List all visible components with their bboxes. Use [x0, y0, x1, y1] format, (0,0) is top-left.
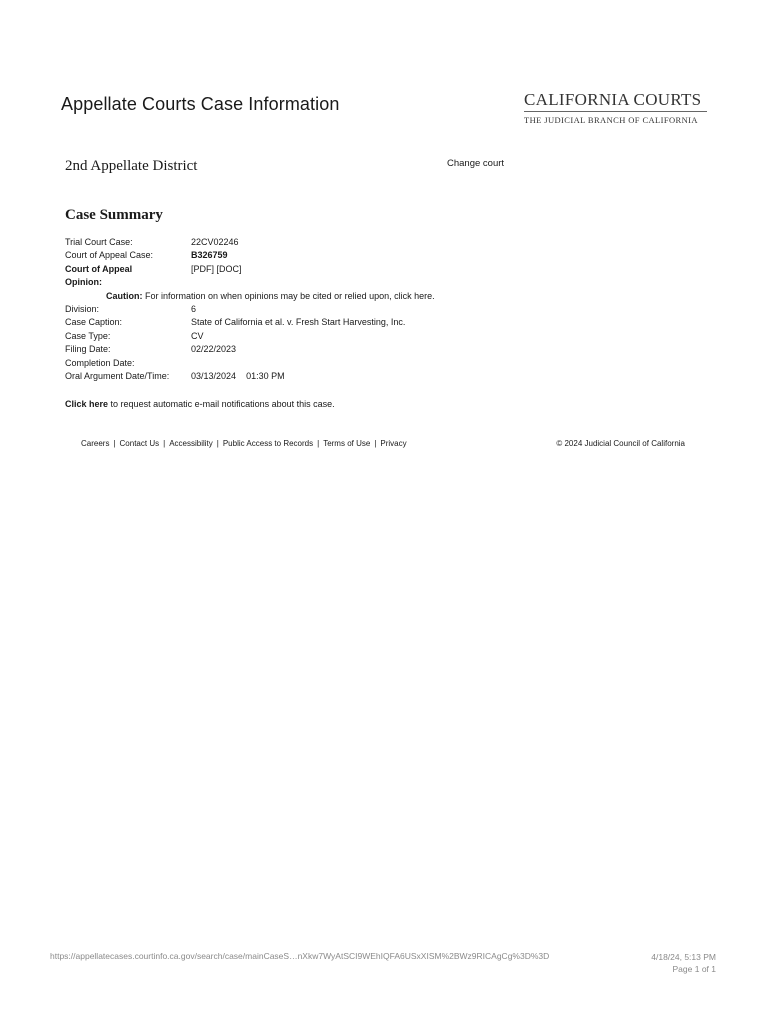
- case-caption-row: [65, 316, 435, 329]
- logo-name: CALIFORNIA COURTS: [524, 90, 702, 109]
- oral-argument-time: 01:30 PM: [246, 370, 285, 381]
- caution-label: Caution:: [106, 290, 143, 301]
- filing-date-label: Filing Date:: [65, 344, 111, 355]
- california-courts-logo[interactable]: [524, 90, 708, 125]
- opinion-row: [65, 263, 435, 276]
- change-court-link[interactable]: Change court: [447, 158, 505, 169]
- court-of-appeal-case-row: [65, 249, 435, 262]
- opinion-pdf-link[interactable]: [PDF]: [191, 263, 215, 274]
- court-of-appeal-case-value: B326759: [191, 250, 228, 261]
- print-url: https://appellatecases.courtinfo.ca.gov/search/case/mainCaseS…nXkw7WyAtSCI9WEhIQFA6USxXISM%2BWz9RICAgCg%3D%3D: [50, 951, 550, 961]
- print-meta: [651, 951, 716, 975]
- division-row: [65, 303, 435, 316]
- footer-link-careers[interactable]: Careers: [81, 439, 110, 448]
- footer-separator: |: [113, 439, 116, 448]
- footer-link-terms[interactable]: Terms of Use: [323, 439, 371, 448]
- print-page-number: Page 1 of 1: [672, 964, 716, 974]
- footer: [81, 439, 685, 448]
- case-summary-heading: Case Summary: [65, 207, 163, 223]
- footer-separator: |: [216, 439, 219, 448]
- footer-separator: |: [374, 439, 377, 448]
- copyright: © 2024 Judicial Council of California: [556, 439, 685, 448]
- filing-date-row: [65, 343, 435, 356]
- trial-court-case-row: [65, 236, 435, 249]
- filing-date-value: 02/22/2023: [191, 344, 237, 355]
- email-notification: [65, 399, 335, 409]
- trial-court-case-label: Trial Court Case:: [65, 237, 133, 247]
- division-label: Division:: [65, 303, 100, 314]
- completion-date-label: Completion Date:: [65, 357, 135, 368]
- case-type-value: CV: [191, 330, 204, 341]
- footer-separator: |: [317, 439, 320, 448]
- trial-court-case-value: 22CV02246: [191, 237, 239, 247]
- footer-link-public-access[interactable]: Public Access to Records: [222, 439, 314, 448]
- court-of-appeal-case-label: Court of Appeal Case:: [65, 250, 154, 261]
- opinion-label-line1: Court of Appeal: [65, 263, 133, 274]
- case-caption-value: State of California et al. v. Fresh Start Harvesting, Inc.: [191, 317, 406, 328]
- case-type-label: Case Type:: [65, 330, 111, 341]
- footer-separator: |: [163, 439, 166, 448]
- notification-click-here-link[interactable]: Click here: [65, 399, 109, 409]
- logo-tagline: THE JUDICIAL BRANCH OF CALIFORNIA: [524, 115, 698, 125]
- footer-link-privacy[interactable]: Privacy: [380, 439, 407, 448]
- case-summary-table: [65, 236, 435, 383]
- opinion-doc-link[interactable]: [DOC]: [216, 263, 242, 274]
- footer-links: [81, 439, 407, 448]
- completion-date-row: [65, 357, 435, 370]
- opinion-label-line2: Opinion:: [65, 277, 102, 288]
- caution-row: [65, 290, 435, 303]
- caution-click-here-link[interactable]: click here.: [394, 290, 435, 301]
- oral-argument-date: 03/13/2024: [191, 370, 237, 381]
- logo-divider: [524, 111, 707, 112]
- print-timestamp: 4/18/24, 5:13 PM: [651, 952, 716, 962]
- oral-argument-row: [65, 370, 435, 383]
- notification-text: to request automatic e-mail notifications about this case.: [110, 399, 335, 409]
- case-caption-label: Case Caption:: [65, 317, 123, 328]
- opinion-row-continued: [65, 276, 435, 289]
- footer-link-contact-us[interactable]: Contact Us: [119, 439, 160, 448]
- division-value: 6: [191, 303, 197, 314]
- district-name: 2nd Appellate District: [65, 158, 198, 174]
- page-title: Appellate Courts Case Information: [61, 94, 340, 114]
- footer-link-accessibility[interactable]: Accessibility: [169, 439, 213, 448]
- case-type-row: [65, 330, 435, 343]
- caution-text: For information on when opinions may be cited or relied upon,: [145, 290, 392, 301]
- oral-argument-label: Oral Argument Date/Time:: [65, 370, 170, 381]
